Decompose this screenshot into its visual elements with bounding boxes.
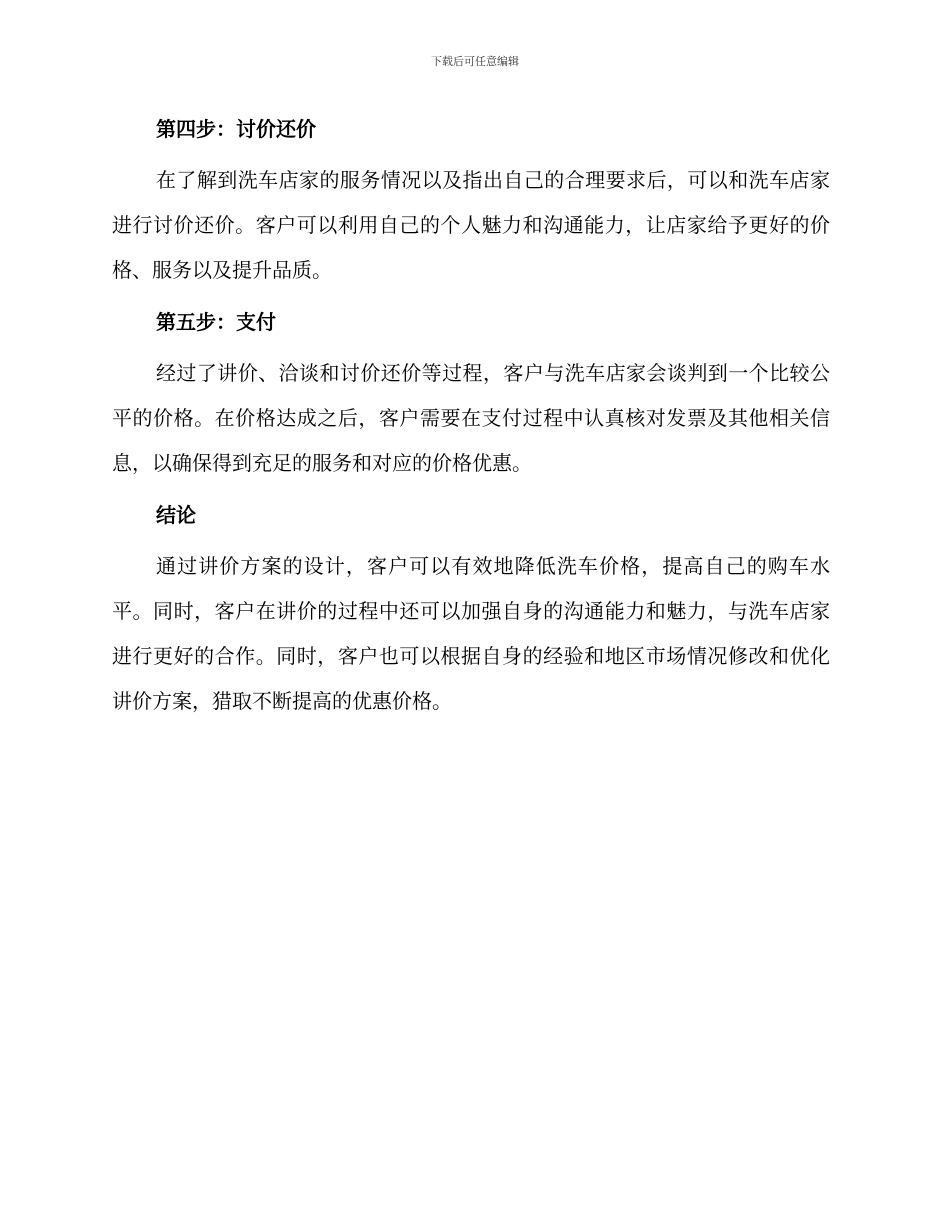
section-heading-conclusion: 结论 <box>156 503 196 527</box>
page-header: 下载后可任意编辑 <box>431 55 519 68</box>
section-heading-step-four: 第四步：讨价还价 <box>156 117 316 141</box>
section-heading-step-five: 第五步：支付 <box>156 310 276 334</box>
section-paragraph-conclusion: 通过讲价方案的设计，客户可以有效地降低洗车价格，提高自己的购车水平。同时，客户在讲价的过程中还可以加强自身的沟通能力和魅力，与洗车店家进行更好的合作。同时，客户也可以根据自身的经验和地区市场情况修改和优化讲价方案，猎取不断提高的优惠价格。 <box>112 554 830 713</box>
document-body <box>112 112 830 736</box>
section-paragraph-step-four: 在了解到洗车店家的服务情况以及指出自己的合理要求后，可以和洗车店家进行讨价还价。客户可以利用自己的个人魅力和沟通能力，让店家给予更好的价格、服务以及提升品质。 <box>112 168 830 282</box>
section-paragraph-step-five: 经过了讲价、洽谈和讨价还价等过程，客户与洗车店家会谈判到一个比较公平的价格。在价格达成之后，客户需要在支付过程中认真核对发票及其他相关信息，以确保得到充足的服务和对应的价格优惠。 <box>112 361 830 475</box>
